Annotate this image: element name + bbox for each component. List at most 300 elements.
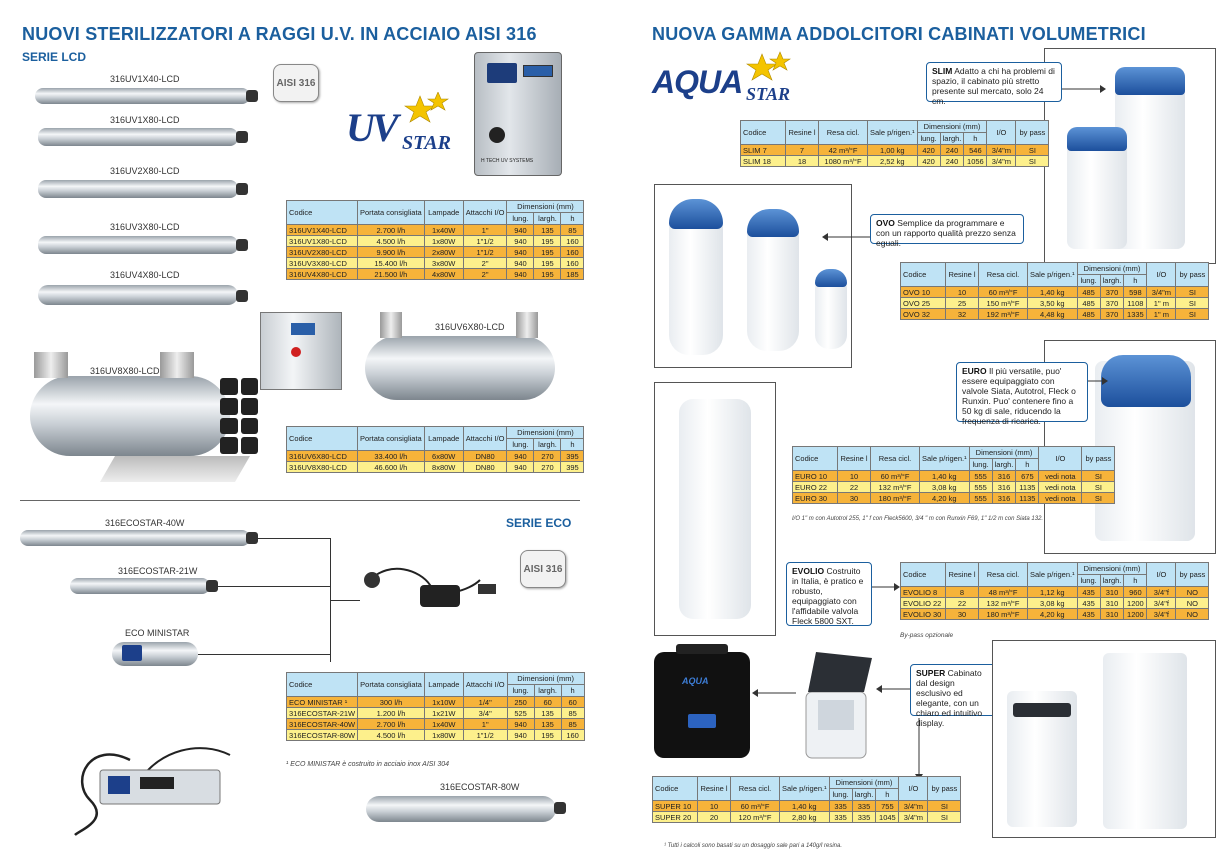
table-row: [901, 298, 1209, 309]
table-cell: 1045: [876, 812, 899, 823]
super-photo: [992, 640, 1216, 838]
table-cell: 1080 m³/°F: [819, 156, 868, 167]
eco-ministar-logo: [122, 645, 142, 661]
col-header: Sale p/rigen.¹: [868, 121, 918, 145]
super-handle: [676, 644, 728, 654]
col-header: Lampade: [424, 673, 463, 697]
table-cell: 316UV1X80-LCD: [287, 236, 358, 247]
col-header: h: [1124, 275, 1147, 287]
table-cell: 250: [507, 697, 534, 708]
control-box-brand: H TECH UV SYSTEMS: [481, 158, 534, 164]
slim-spec-table: [740, 120, 1049, 167]
tube-cap: [246, 90, 258, 102]
table-cell: 33.400 l/h: [358, 451, 425, 462]
table-cell: 270: [534, 451, 561, 462]
table-cell: 555: [969, 482, 992, 493]
table-cell: 675: [1016, 471, 1039, 482]
connector-line: [198, 654, 330, 655]
col-header: h: [561, 439, 584, 451]
col-header: by pass: [1082, 447, 1115, 471]
table-cell: 3/4"f: [1147, 587, 1176, 598]
table-cell: vedi nota: [1039, 471, 1082, 482]
table-cell: SLIM 7: [741, 145, 786, 156]
table-cell: 135: [534, 708, 561, 719]
table-cell: SLIM 18: [741, 156, 786, 167]
evolio-name: EVOLIO: [792, 566, 825, 576]
table-cell: 3/4"m: [899, 812, 928, 823]
slim-lid: [1067, 127, 1127, 151]
table-cell: 2": [463, 258, 507, 269]
table-cell: 32: [946, 309, 979, 320]
table-cell: 195: [534, 247, 561, 258]
super-spec-table: [652, 776, 961, 823]
table-cell: SI: [1176, 287, 1209, 298]
product-label: ECO MINISTAR: [125, 628, 190, 638]
table-cell: 435: [1077, 587, 1100, 598]
col-header: Resine l: [946, 563, 979, 587]
product-label: 316UV6X80-LCD: [435, 322, 505, 332]
eco-spec-table: [286, 672, 585, 741]
left-page-title: NUOVI STERILIZZATORI A RAGGI U.V. IN ACCIAIO AISI 316: [22, 24, 537, 44]
table-cell: 1135: [1016, 482, 1039, 493]
tube-cap: [236, 183, 248, 195]
control-box-logo: [487, 63, 517, 83]
table-cell: EURO 10: [793, 471, 838, 482]
table-cell: 370: [1100, 287, 1124, 298]
col-header: Codice: [793, 447, 838, 471]
table-cell: 1108: [1124, 298, 1147, 309]
col-header: Resa cicl.: [871, 447, 920, 471]
right-footnote: ¹ Tutti i calcoli sono basati su un dosaggio sale pari a 140g/l resina.: [664, 843, 842, 849]
connector-line: [250, 538, 330, 539]
col-header: h: [876, 789, 899, 801]
ovo-lid: [747, 209, 799, 237]
connector-line: [330, 600, 360, 601]
col-header: Portata consigliata: [358, 673, 425, 697]
table-cell: 18: [786, 156, 819, 167]
table-cell: 435: [1077, 598, 1100, 609]
table-cell: 940: [507, 269, 534, 280]
table-cell: 310: [1100, 587, 1124, 598]
col-header: Dimensioni (mm): [969, 447, 1039, 459]
table-cell: 316ECOSTAR-21W: [287, 708, 358, 719]
table-cell: 132 m³/°F: [979, 598, 1028, 609]
table-cell: 25: [946, 298, 979, 309]
table-cell: OVO 10: [901, 287, 946, 298]
col-header: Codice: [287, 427, 358, 451]
col-header: Resine l: [946, 263, 979, 287]
table-cell: 42 m³/°F: [819, 145, 868, 156]
table-cell: 10: [946, 287, 979, 298]
ovo-arrow: [822, 232, 870, 242]
table-cell: 310: [1100, 598, 1124, 609]
super-arrow-down: [914, 718, 924, 780]
table-cell: 3/4"m: [899, 801, 928, 812]
table-cell: 2": [463, 269, 507, 280]
flange: [380, 312, 402, 338]
connector-line: [212, 586, 330, 587]
table-cell: 3/4"m: [987, 145, 1016, 156]
tube-cap: [554, 802, 566, 814]
table-cell: 525: [507, 708, 534, 719]
product-label: 316ECOSTAR-21W: [118, 566, 198, 576]
col-header: largh.: [534, 685, 561, 697]
euro-lid: [1101, 355, 1191, 407]
table-cell: 270: [534, 462, 561, 473]
table-cell: 7: [786, 145, 819, 156]
table-cell: 3,08 kg: [1028, 598, 1078, 609]
col-header: Sale p/rigen.¹: [1028, 563, 1078, 587]
flange: [34, 352, 68, 378]
table-row: [901, 609, 1209, 620]
col-header: Resa cicl.: [819, 121, 868, 145]
col-header: Dimensioni (mm): [507, 201, 584, 213]
table-cell: 195: [534, 269, 561, 280]
col-header: Sale p/rigen.¹: [780, 777, 830, 801]
table-cell: 1" m: [1147, 309, 1176, 320]
evolio-photo: [654, 382, 776, 636]
table-row: [287, 236, 584, 247]
ovo-photo: [654, 184, 852, 368]
table-cell: 1,00 kg: [868, 145, 918, 156]
left-footnote: ¹ ECO MINISTAR è costruito in acciaio inox AISI 304: [286, 761, 450, 768]
slim-lid: [1115, 67, 1185, 95]
product-label: 316ECOSTAR-40W: [105, 518, 185, 528]
table-cell: 160: [561, 247, 584, 258]
table-cell: 60: [534, 697, 561, 708]
table-cell: 316ECOSTAR-40W: [287, 719, 358, 730]
uvstar-logo-main: UV: [346, 105, 396, 150]
col-header: Sale p/rigen.¹: [1028, 263, 1078, 287]
eco-ministar-image: [112, 642, 198, 666]
table-cell: SI: [928, 801, 961, 812]
col-header: by pass: [928, 777, 961, 801]
table-cell: 30: [946, 609, 979, 620]
table-cell: SI: [1082, 493, 1115, 504]
col-header: by pass: [1176, 563, 1209, 587]
col-header: Attacchi I/O: [463, 427, 507, 451]
table-cell: 160: [561, 258, 584, 269]
table-cell: 940: [507, 225, 534, 236]
table-cell: 555: [969, 493, 992, 504]
col-header: Portata consigliata: [358, 201, 425, 225]
ovo-lid: [669, 199, 723, 229]
euro-note: I/O 1" m con Autotrol 255, 1" f con Fleck5600, 3/4 " m con Runxin F69, 1" 1/2 m con Siata 132.: [792, 516, 1044, 522]
table-cell: 150 m³/°F: [979, 298, 1028, 309]
table-cell: vedi nota: [1039, 493, 1082, 504]
section-divider: [20, 500, 580, 501]
serie-lcd-heading: SERIE LCD: [22, 50, 87, 64]
table-cell: SI: [1176, 298, 1209, 309]
table-cell: 1"1/2: [463, 236, 507, 247]
col-header: Dimensioni (mm): [507, 673, 584, 685]
col-header: Codice: [287, 673, 358, 697]
table-cell: 335: [829, 812, 852, 823]
table-cell: 435: [1077, 609, 1100, 620]
col-header: largh.: [534, 439, 561, 451]
col-header: Codice: [287, 201, 358, 225]
evolio-spec-table: [900, 562, 1209, 620]
stand: [100, 456, 250, 482]
table-cell: EURO 22: [793, 482, 838, 493]
col-header: lung.: [507, 685, 534, 697]
table-row: [793, 471, 1115, 482]
euro-description: Il più versatile, puo' essere equipaggiato con valvole Siata, Autotrol, Fleck o Runxin. Puo' contenere fino a 50 kg di sale, riducendo la frequenza di ricarica.: [962, 366, 1076, 426]
tube-cap: [236, 239, 248, 251]
col-header: lung.: [917, 133, 940, 145]
col-header: I/O: [1147, 263, 1176, 287]
table-row: [287, 697, 585, 708]
evolio-note: By-pass opzionale: [900, 632, 954, 639]
col-header: I/O: [1039, 447, 1082, 471]
table-cell: SI: [1176, 309, 1209, 320]
euro-arrow: [1088, 376, 1108, 386]
table-cell: 940: [507, 730, 534, 741]
super-display-image: [654, 652, 750, 758]
table-row: [901, 598, 1209, 609]
table-cell: 2,80 kg: [780, 812, 830, 823]
euro-name: EURO: [962, 366, 987, 376]
col-header: Sale p/rigen.¹: [920, 447, 970, 471]
table-cell: 4x80W: [424, 269, 463, 280]
table-cell: 395: [561, 451, 584, 462]
slim-callout: [926, 62, 1062, 106]
table-cell: 316: [992, 482, 1016, 493]
table-row: [741, 145, 1049, 156]
uvstar-logo: [342, 92, 462, 162]
table-cell: 420: [917, 145, 940, 156]
table-cell: 370: [1100, 309, 1124, 320]
table-cell: 192 m³/°F: [979, 309, 1028, 320]
table-cell: 335: [852, 801, 876, 812]
table-cell: 300 l/h: [358, 697, 425, 708]
col-header: Dimensioni (mm): [1077, 563, 1147, 575]
col-header: Resa cicl.: [979, 563, 1028, 587]
table-cell: 4,48 kg: [1028, 309, 1078, 320]
table-cell: 316UV3X80-LCD: [287, 258, 358, 269]
col-header: Dimensioni (mm): [1077, 263, 1147, 275]
table-cell: 1200: [1124, 609, 1147, 620]
super-callout: [910, 664, 996, 728]
table-cell: 22: [838, 482, 871, 493]
table-cell: 1,40 kg: [780, 801, 830, 812]
table-cell: EVOLIO 22: [901, 598, 946, 609]
table-cell: 15.400 l/h: [358, 258, 425, 269]
table-cell: 3/4": [463, 708, 507, 719]
col-header: Resa cicl.: [979, 263, 1028, 287]
col-header: h: [561, 213, 584, 225]
table-cell: 60: [561, 697, 584, 708]
table-cell: 3,50 kg: [1028, 298, 1078, 309]
col-header: lung.: [1077, 275, 1100, 287]
table-cell: 48 m³/°F: [979, 587, 1028, 598]
table-cell: 1,40 kg: [920, 471, 970, 482]
table-cell: 3/4"m: [987, 156, 1016, 167]
aisi-316-badge: AISI 316: [273, 64, 319, 102]
uvstar-logo-sub: STAR: [402, 132, 451, 154]
table-cell: SI: [1016, 156, 1049, 167]
table-cell: 310: [1100, 609, 1124, 620]
table-cell: 316: [992, 493, 1016, 504]
table-cell: 395: [561, 462, 584, 473]
uv-tube-image: [20, 530, 250, 546]
aquastar-logo: [650, 50, 800, 112]
table-cell: 3/4"m: [1147, 287, 1176, 298]
table-cell: 30: [838, 493, 871, 504]
table-cell: 1,40 kg: [1028, 287, 1078, 298]
table-row: [287, 225, 584, 236]
col-header: Dimensioni (mm): [917, 121, 987, 133]
table-cell: 555: [969, 471, 992, 482]
uv-tube-image: [38, 236, 238, 254]
lcd-display: [291, 323, 315, 335]
table-cell: 8x80W: [424, 462, 463, 473]
table-cell: 940: [507, 258, 534, 269]
table-cell: 1335: [1124, 309, 1147, 320]
product-label: 316UV4X80-LCD: [110, 270, 180, 280]
lcd-large-spec-table: [286, 426, 584, 473]
col-header: I/O: [899, 777, 928, 801]
super-20-cabinet: [1103, 653, 1187, 829]
ovo-callout: [870, 214, 1024, 248]
lamp-caps: [220, 378, 258, 454]
super-screen: [688, 714, 716, 728]
table-cell: 1/4": [463, 697, 507, 708]
super-name: SUPER: [916, 668, 946, 678]
control-box-image: [474, 52, 562, 176]
table-cell: DN80: [463, 451, 507, 462]
table-cell: ECO MINISTAR ¹: [287, 697, 358, 708]
table-cell: 240: [940, 156, 964, 167]
table-cell: SUPER 20: [653, 812, 698, 823]
table-cell: 180 m³/°F: [979, 609, 1028, 620]
col-header: Codice: [653, 777, 698, 801]
aquastar-logo-main: AQUA: [652, 64, 743, 100]
evolio-description: Costruito in Italia, è pratico e robusto, equipaggiato con l'affidabile valvola Fleck 5800 SXT.: [792, 566, 864, 626]
product-label: 316UV8X80-LCD: [90, 366, 160, 376]
table-row: [793, 493, 1115, 504]
table-cell: SI: [1082, 482, 1115, 493]
super-display-logo: AQUA: [682, 676, 709, 686]
table-cell: 4.500 l/h: [358, 730, 425, 741]
col-header: largh.: [1100, 275, 1124, 287]
table-cell: 3/4"f: [1147, 609, 1176, 620]
table-cell: 9.900 l/h: [358, 247, 425, 258]
table-cell: 120 m³/°F: [731, 812, 780, 823]
table-cell: NO: [1176, 609, 1209, 620]
ovo-spec-table: [900, 262, 1209, 320]
slim-photo: [1044, 48, 1216, 264]
col-header: lung.: [1077, 575, 1100, 587]
table-cell: 316UV1X40-LCD: [287, 225, 358, 236]
slim-arrow: [1062, 84, 1106, 94]
table-cell: SI: [928, 812, 961, 823]
table-row: [287, 247, 584, 258]
uv-tube-image: [38, 285, 238, 305]
table-cell: 1x80W: [424, 730, 463, 741]
col-header: Portata consigliata: [358, 427, 425, 451]
table-row: [287, 269, 584, 280]
col-header: largh.: [940, 133, 964, 145]
col-header: h: [1124, 575, 1147, 587]
table-cell: 1"1/2: [463, 730, 507, 741]
table-cell: 135: [534, 225, 561, 236]
table-cell: EURO 30: [793, 493, 838, 504]
table-row: [901, 287, 1209, 298]
table-cell: EVOLIO 30: [901, 609, 946, 620]
tube-cap: [236, 290, 248, 302]
table-cell: 2.700 l/h: [358, 225, 425, 236]
table-row: [287, 451, 584, 462]
table-cell: 1200: [1124, 598, 1147, 609]
col-header: Attacchi I/O: [463, 201, 507, 225]
table-cell: 4,20 kg: [1028, 609, 1078, 620]
table-cell: 420: [917, 156, 940, 167]
table-cell: 485: [1077, 309, 1100, 320]
table-cell: 1x40W: [424, 225, 463, 236]
uv-tube-image: [38, 180, 238, 198]
table-cell: 3,08 kg: [920, 482, 970, 493]
evolio-cabinet: [679, 399, 751, 619]
col-header: largh.: [992, 459, 1016, 471]
table-row: [653, 801, 961, 812]
super-lid: [1013, 703, 1071, 717]
table-cell: 85: [561, 719, 584, 730]
table-cell: 1": [463, 719, 507, 730]
col-header: Codice: [901, 263, 946, 287]
col-header: h: [964, 133, 987, 145]
col-header: largh.: [1100, 575, 1124, 587]
super-description: Cabinato dal design esclusivo ed elegante, con un chiaro ed intuitivo display.: [916, 668, 983, 728]
table-cell: 940: [507, 236, 534, 247]
col-header: Attacchi I/O: [463, 673, 507, 697]
table-cell: SI: [1082, 471, 1115, 482]
col-header: Resa cicl.: [731, 777, 780, 801]
table-cell: 940: [507, 719, 534, 730]
table-cell: 370: [1100, 298, 1124, 309]
euro-spec-table: [792, 446, 1115, 504]
table-cell: 1.200 l/h: [358, 708, 425, 719]
tube-cap: [236, 131, 248, 143]
serie-eco-heading: SERIE ECO: [506, 516, 572, 530]
table-cell: 1135: [1016, 493, 1039, 504]
table-cell: 46.600 l/h: [358, 462, 425, 473]
table-cell: 335: [829, 801, 852, 812]
ovo-lid: [815, 269, 847, 287]
table-cell: 316UV8X80-LCD: [287, 462, 358, 473]
table-row: [287, 719, 585, 730]
product-label: 316UV3X80-LCD: [110, 222, 180, 232]
table-cell: 85: [561, 225, 584, 236]
table-cell: 485: [1077, 287, 1100, 298]
table-cell: 940: [507, 451, 534, 462]
table-cell: 1,12 kg: [1028, 587, 1078, 598]
table-cell: OVO 32: [901, 309, 946, 320]
uv-tube-image: [38, 128, 238, 146]
table-cell: 10: [698, 801, 731, 812]
col-header: by pass: [1016, 121, 1049, 145]
table-row: [287, 258, 584, 269]
table-cell: 940: [507, 247, 534, 258]
right-page-title: NUOVA GAMMA ADDOLCITORI CABINATI VOLUMETRICI: [652, 24, 1146, 44]
table-cell: 960: [1124, 587, 1147, 598]
table-cell: 195: [534, 730, 561, 741]
col-header: Resine l: [698, 777, 731, 801]
aquastar-logo-sub: STAR: [746, 84, 791, 104]
table-cell: SI: [1016, 145, 1049, 156]
ballast-image: [360, 560, 510, 620]
table-cell: 4,20 kg: [920, 493, 970, 504]
